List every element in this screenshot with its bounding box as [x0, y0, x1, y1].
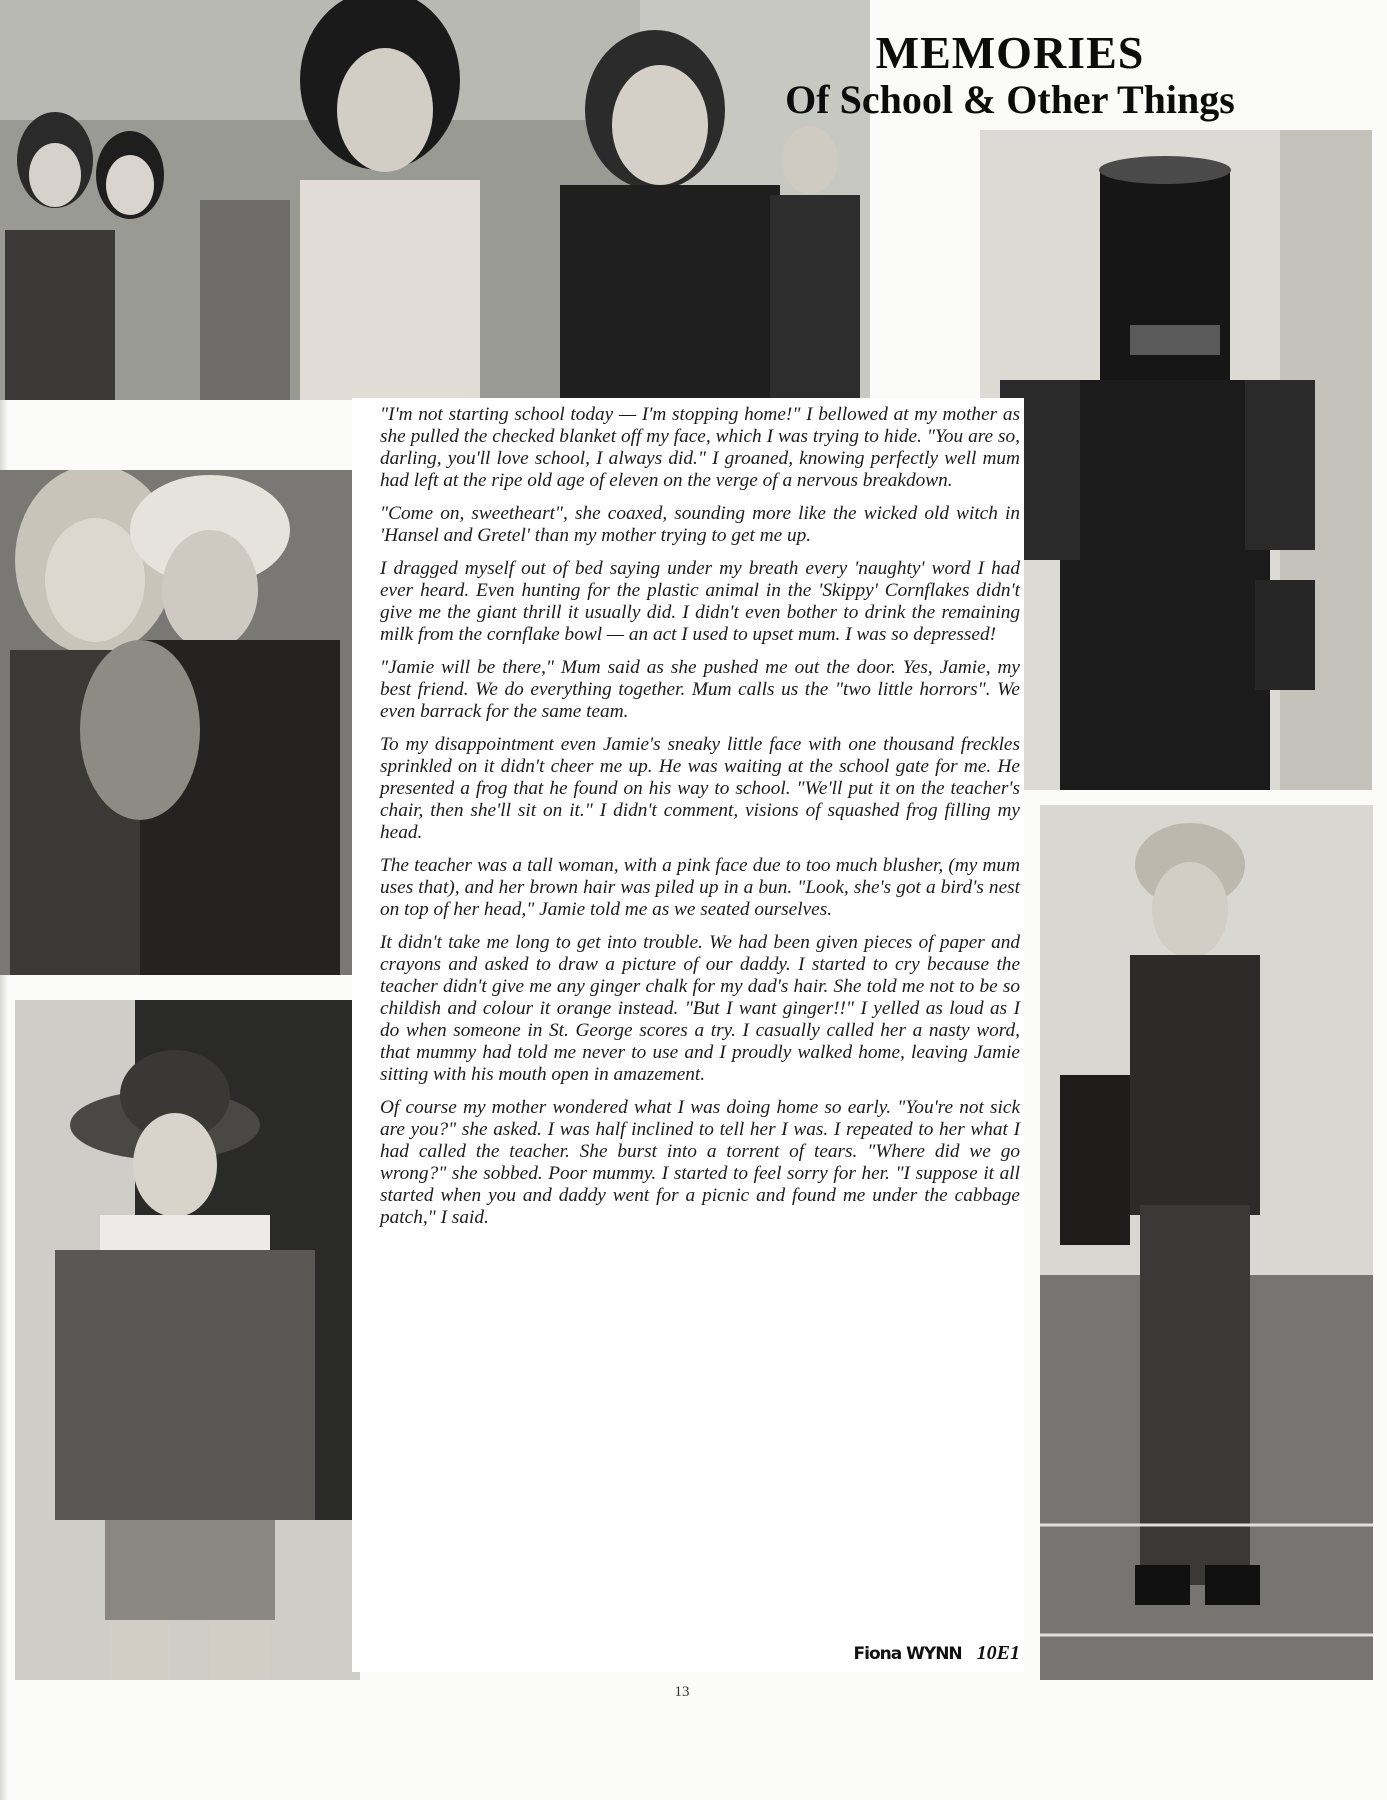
author-signature: Fiona WYNN	[853, 1644, 962, 1664]
article-paragraph-4: "Jamie will be there," Mum said as she pushed me out the door. Yes, Jamie, my best friend. We do everything together. Mum calls us the "two little horrors". We even barrack for the same team.	[380, 657, 1020, 722]
article-byline	[800, 1642, 1020, 1665]
article-paragraph-5: To my disappointment even Jamie's sneaky little face with one thousand freckles sprinkled on it didn't cheer me up. He was waiting at the school gate for me. He presented a frog that he found on his way to school. "We'll put it on the teacher's chair, then she'll sit on it." I didn't comment, visions of squashed frog filling my head.	[380, 734, 1020, 843]
page-title: MEMORIES	[875, 27, 1145, 78]
photo-two-girls	[0, 470, 352, 975]
photo-girl-slouch-hat	[15, 1000, 360, 1680]
page-number: 13	[674, 1684, 690, 1700]
article-paragraph-1: "I'm not starting school today — I'm stopping home!" I bellowed at my mother as she pulled the checked blanket off my face, which I was trying to hide. "You are so, darling, you'll love school, I always did." I groaned, knowing perfectly well mum had left at the ripe old age of eleven on the verge of a nervous breakdown.	[380, 404, 1020, 491]
page-subtitle: Of School & Other Things	[785, 77, 1235, 122]
article-paragraph-2: "Come on, sweetheart", she coaxed, sounding more like the wicked old witch in 'Hansel and Gretel' than my mother trying to get me up.	[380, 503, 1020, 546]
title-block	[730, 28, 1290, 122]
article-body	[380, 404, 1020, 1240]
article-paragraph-8: Of course my mother wondered what I was doing home so early. "You're not sick are you?" she asked. I was half inclined to tell her I was. I repeated to her what I had called the teacher. She burst into a torrent of tears. "Where did we go wrong?" she sobbed. Poor mummy. I started to feel sorry for her. "I suppose it all started when you and daddy went for a picnic and found me under the cabbage patch," I said.	[380, 1097, 1020, 1228]
article-panel	[352, 398, 1024, 1672]
photo-boy-with-bag	[1040, 805, 1373, 1680]
photo-ned-kelly-costume	[980, 130, 1372, 790]
author-class: 10E1	[976, 1642, 1020, 1664]
article-paragraph-6: The teacher was a tall woman, with a pink face due to too much blusher, (my mum uses that), and her brown hair was piled up in a bun. "Look, she's got a bird's nest on top of her head," Jamie told me as we seated ourselves.	[380, 855, 1020, 920]
article-paragraph-3: I dragged myself out of bed saying under my breath every 'naughty' word I had ever heard. Even hunting for the plastic animal in the 'Skippy' Cornflakes didn't give me the giant thrill it usually did. I didn't even bother to drink the remaining milk from the cornflake bowl — an act I used to upset mum. I was so depressed!	[380, 558, 1020, 645]
article-paragraph-7: It didn't take me long to get into trouble. We had been given pieces of paper and crayons and asked to draw a picture of our daddy. I started to cry because the teacher didn't give me any ginger chalk for my dad's hair. She told me not to be so childish and colour it orange instead. "But I want ginger!!" I yelled as loud as I do when someone in St. George scores a try. I casually called her a nasty word, that mummy had told me never to use and I proudly walked home, leaving Jamie sitting with his mouth open in amazement.	[380, 932, 1020, 1085]
